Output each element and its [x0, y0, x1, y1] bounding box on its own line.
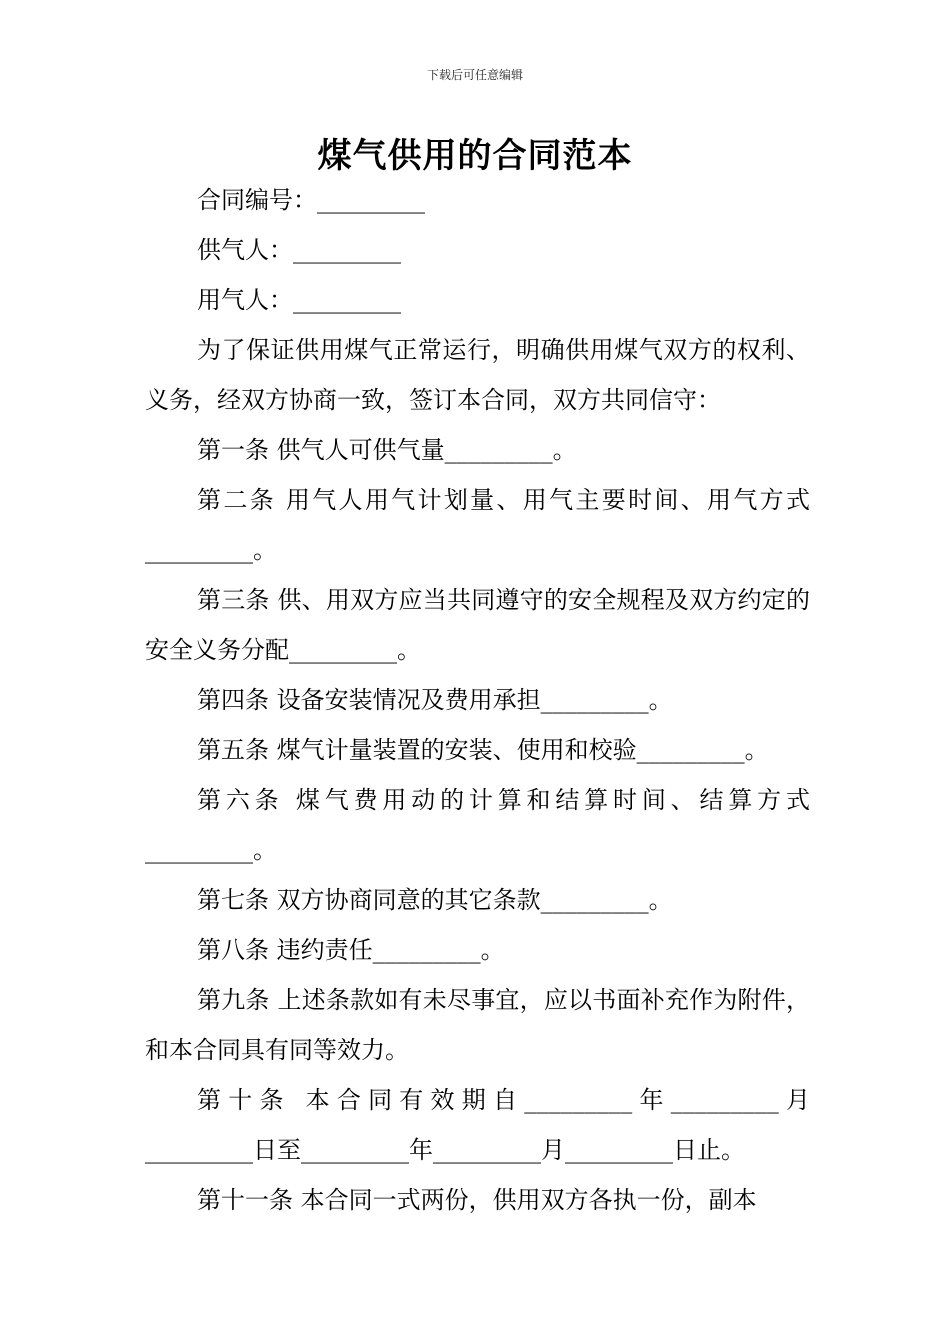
- article-6: 第六条 煤气费用动的计算和结算时间、结算方式_________。: [145, 786, 810, 864]
- article-4: 第四条 设备安装情况及费用承担_________。: [197, 686, 673, 714]
- article-5: 第五条 煤气计量装置的安装、使用和校验_________。: [197, 736, 769, 764]
- header-note: 下载后可任意编辑: [426, 68, 523, 82]
- article-7: 第七条 双方协商同意的其它条款_________。: [197, 886, 673, 914]
- article-9: 第九条 上述条款如有未尽事宜，应以书面补充作为附件，和本合同具有同等效力。: [145, 986, 810, 1064]
- article-2: 第二条 用气人用气计划量、用气主要时间、用气方式_________。: [145, 486, 810, 564]
- article-11: 第十一条 本合同一式两份，供用双方各执一份，副本: [197, 1186, 757, 1214]
- article-1: 第一条 供气人可供气量_________。: [197, 436, 577, 464]
- intro-paragraph: 为了保证供用煤气正常运行，明确供用煤气双方的权利、义务，经双方协商一致，签订本合同，双方共同信守：: [145, 336, 810, 414]
- page-title: 煤气供用的合同范本: [317, 136, 633, 176]
- article-8: 第八条 违约责任_________。: [197, 936, 505, 964]
- supplier-line: 供气人：_________: [197, 236, 401, 264]
- contract-body: [145, 175, 810, 1225]
- user-line: 用气人：_________: [197, 286, 401, 314]
- article-3: 第三条 供、用双方应当共同遵守的安全规程及双方约定的安全义务分配_________。: [145, 586, 810, 664]
- contract-number-line: 合同编号：_________: [197, 186, 425, 214]
- article-10: 第十条 本合同有效期自_________年_________月_________日至_________年_________月_________日止。: [145, 1086, 810, 1164]
